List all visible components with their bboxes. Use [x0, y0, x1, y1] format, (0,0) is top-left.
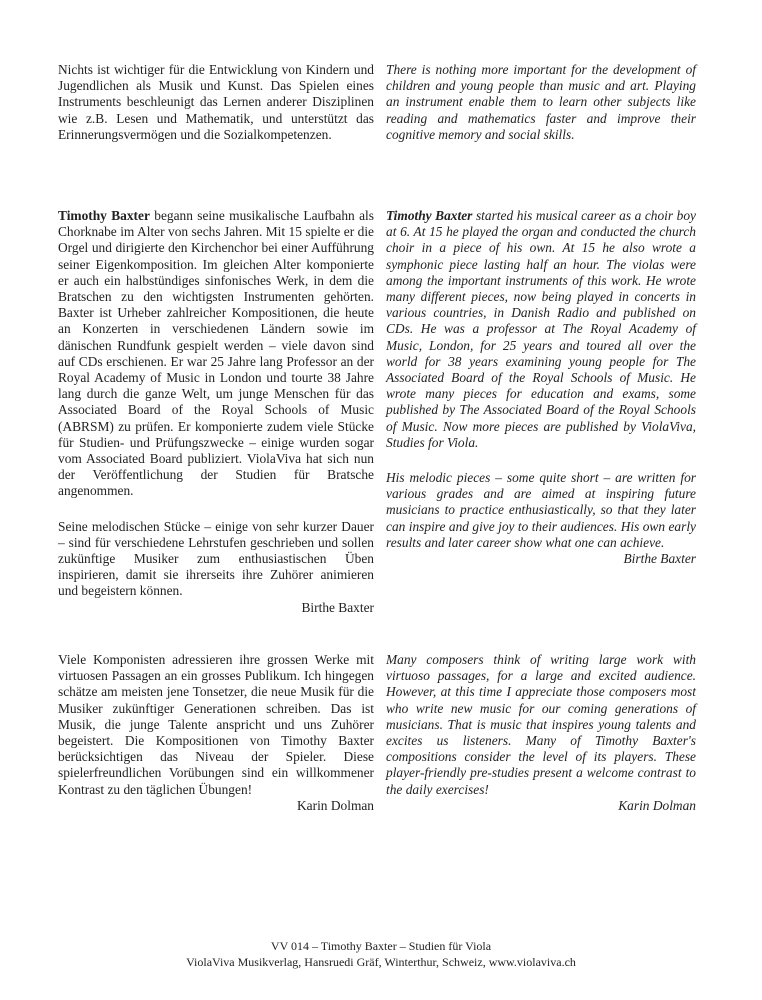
- outro-signature-german: Karin Dolman: [297, 797, 374, 813]
- outro-paragraph-english: Many composers think of writing large work with virtuoso passages, for a large and excited audience. However, at this time I appreciate those composers most who write new music for our coming generations of musicians. That is music that inspires young talents and excites us listeners. Many of Timothy Baxter's compositions consider the level of its players. These player-friendly pre-studies present a welcome contrast to the daily exercises!: [386, 652, 696, 797]
- outro-german-column: [58, 652, 374, 814]
- bio-paragraph1-text-english: started his musical career as a choir boy at 6. At 15 he played the organ and conducted the church choir in a piece of his own. At 15 he also wrote a symphonic piece lasting half an hour. The violas were among the important instruments of this work. He wrote many different pieces, now being played in concerts in various countries, in Danish Radio and published on CDs. He was a professor at The Royal Academy of Music, London, for 25 years and toured all over the world for 38 years examining young people for The Associated Board of the Royal Schools of Music. He wrote many pieces for education and exams, some published by The Associated Board of the Royal Schools of Music. Now more pieces are published by ViolaViva, Studies for Viola.: [386, 208, 696, 450]
- bio-paragraph1-english: [386, 208, 696, 451]
- outro-signature-english: Karin Dolman: [618, 797, 696, 813]
- footer-publisher-line: ViolaViva Musikverlag, Hansruedi Gräf, Winterthur, Schweiz, www.violaviva.ch: [186, 954, 576, 969]
- intro-paragraph-english: There is nothing more important for the development of children and young people than music and art. Playing an instrument enable them to learn other subjects like reading and mathematics faster and improve their cognitive memory and social skills.: [386, 62, 696, 142]
- intro-german-column: [58, 62, 374, 143]
- bio-paragraph1-text-german: begann seine musikalische Laufbahn als Chorknabe im Alter von sechs Jahren. Mit 15 spielte er die Orgel und dirigierte den Kirchenchor bei einer Aufführung seiner Eigenkomposition. Im gleichen Alter komponierte er auch ein halbstündiges sinfonisches Werk, in dem die Bratschen zu den wichtigsten Instrumenten gehörten. Baxter ist Urheber zahlreicher Kompositionen, die heute an Konzerten in verschiedenen Ländern sowie im dänischen Rundfunk gespielt werden – viele davon sind auf CDs erschienen. Er war 25 Jahre lang Professor an der Royal Academy of Music in London und tourte 38 Jahre lang durch die ganze Welt, um junge Menschen für das Associated Board of the Royal Schools of Music (ABRSM) zu prüfen. Er komponierte zudem viele Stücke für Studien- und Prüfungszwecke – einige wurden sogar vom Associated Board publiziert. ViolaViva hat sich nun der Veröffentlichung der Studien für Bratsche angenommen.: [58, 208, 374, 499]
- bio-paragraph2-english: His melodic pieces – some quite short – are written for various grades and are aimed at inspiring future musicians to practice enthusiastically, so that they later can inspire and give joy to their audiences. His own early results and later career show what one can achieve.: [386, 470, 696, 550]
- bio-english-column: [386, 208, 696, 616]
- bio-lead-name-english: Timothy Baxter: [386, 208, 473, 223]
- outro-english-column: [386, 652, 696, 814]
- page-footer: [0, 939, 762, 970]
- outro-paragraph-german: Viele Komponisten adressieren ihre grossen Werke mit virtuosen Passagen an ein grosses Publikum. Ich hingegen schätze am meisten jene Tonsetzer, die neue Musik für die Musiker zukünftiger Generationen schreiben. Das ist Musik, die junge Talente anspricht und uns Zuhörer begeistert. Die Kompositionen von Timothy Baxter berücksichtigen das Niveau der Spieler. Diese spielerfreundlichen Vorübungen sind ein willkommener Kontrast zu den täglichen Übungen!: [58, 652, 374, 797]
- bio-signature-english: Birthe Baxter: [623, 551, 696, 567]
- section-outro: [58, 652, 696, 814]
- bio-paragraph1-german: [58, 208, 374, 500]
- intro-paragraph-german: Nichts ist wichtiger für die Entwicklung von Kindern und Jugendlichen als Musik und Kunst. Das Spielen eines Instruments beschleunigt das Lernen anderer Disziplinen wie z.B. Lesen und Mathematik, und unterstützt das Erinnerungsvermögen und die Sozialkompetenzen.: [58, 62, 374, 142]
- footer-catalog-line: VV 014 – Timothy Baxter – Studien für Viola: [270, 939, 492, 953]
- bio-paragraph2-german: Seine melodischen Stücke – einige von sehr kurzer Dauer – sind für verschiedene Lehrstufen geschrieben und sollen zukünftige Musiker zum enthusiastischen Üben inspirieren, damit sie ihrerseits ihre Zuhörer animieren und begeistern können.: [58, 518, 374, 599]
- bio-lead-name-german: Timothy Baxter: [58, 208, 150, 223]
- bio-signature-german: Birthe Baxter: [301, 599, 374, 615]
- intro-english-column: [386, 62, 696, 143]
- section-intro: [58, 62, 696, 143]
- bio-german-column: [58, 208, 374, 616]
- section-biography: [58, 208, 696, 616]
